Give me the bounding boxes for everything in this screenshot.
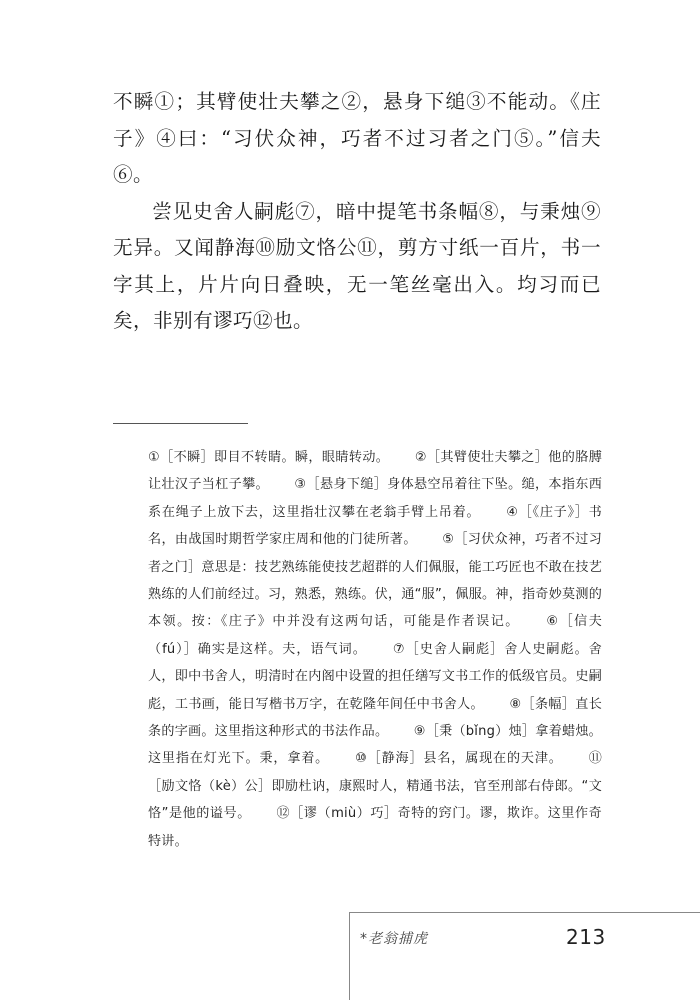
footnote-1: ①［不瞬］即目不转睛。瞬，眼睛转动。: [148, 450, 390, 465]
page-number: 213: [566, 925, 606, 949]
footnote-3: ③［悬身下缒］身体悬空吊着往下坠。缒，本指东西系在绳子上放下去，这里指壮汉攀在老翁手臂上吊着。: [148, 477, 602, 520]
paragraph-2: 尝见史舍人嗣彪⑦，暗中提笔书条幅⑧，与秉烛⑨无异。又闻静海⑩励文恪公⑪，剪方寸纸一百片，书一字其上，片片向日叠映，无一笔丝毫出入。均习而已矣，非别有谬巧⑫也。: [113, 199, 601, 332]
footnote-separator: [113, 423, 248, 424]
footnote-4: ④［《庄子》］书名，由战国时期哲学家庄周和他的门徒所著。: [148, 504, 602, 548]
footnote-12: ⑫［谬（miù）巧］奇特的窍门。谬，欺诈。这里作奇特讲。: [148, 806, 602, 849]
running-footer-title: *老翁捕虎: [360, 931, 428, 947]
footnote-6: ⑥［信夫（fú）］确实是这样。夫，语气词。: [148, 614, 602, 657]
footnote-7: ⑦［史舍人嗣彪］舍人史嗣彪。舍人，即中书舍人，明清时在内阁中设置的担任缮写文书工作的低级官员。史嗣彪，工书画，能日写楷书万字，在乾隆年间任中书舍人。: [148, 641, 602, 712]
footnote-8: ⑧［条幅］直长条的字画。这里指这种形式的书法作品。: [148, 696, 603, 740]
main-text: [113, 84, 601, 340]
footnote-9: ⑨［秉（bǐng）烛］拿着蜡烛。这里指在灯光下。秉，拿着。: [148, 724, 602, 767]
footnote-5: ⑤［习伏众神，巧者不过习者之门］意思是：技艺熟练能使技艺超群的人们佩服，能工巧匠也不敢在技艺熟练的人们前经过。习，熟悉，熟练。伏，通“服”，佩服。神，指奇妙莫测的本领。按：《庄子》中并没有这两句话，可能是作者误记。: [148, 532, 602, 630]
footer-horizontal-rule: [349, 912, 700, 913]
footnotes: [148, 444, 602, 855]
footer-vertical-rule: [349, 912, 350, 1000]
footnote-11: ⑪［励文恪（kè）公］即励杜讷，康熙时人，精通书法，官至刑部右侍郎。“文恪”是他的谥号。: [148, 751, 602, 822]
footnote-10: ⑩［静海］县名，属现在的天津。: [355, 751, 563, 767]
paragraph-1: 不瞬①；其臂使壮夫攀之②，悬身下缒③不能动。《庄子》④曰：“习伏众神，巧者不过习者之门⑤。”信夫⑥。: [113, 90, 601, 186]
footnote-2: ②［其臂使壮夫攀之］他的胳膊让壮汉子当杠子攀。: [148, 450, 602, 493]
